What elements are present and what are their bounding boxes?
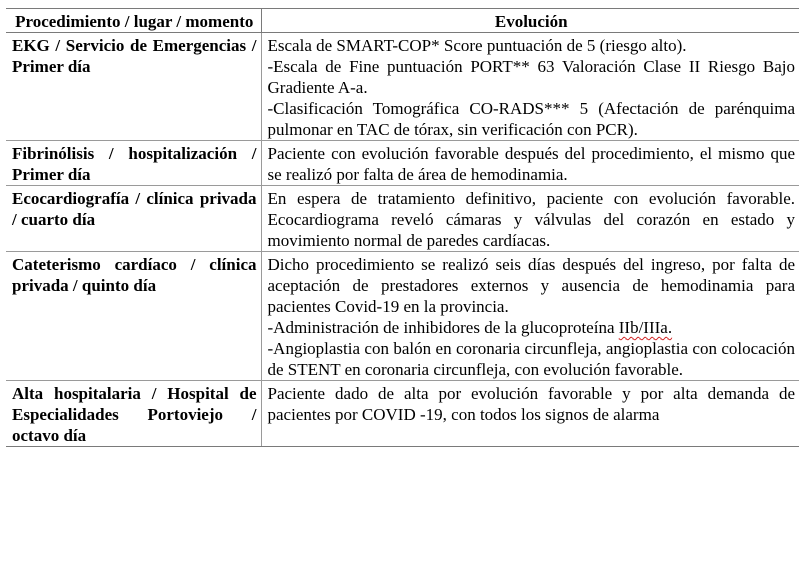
- evolution-line: Escala de SMART-COP* Score puntuación de 5 (riesgo alto).: [267, 36, 687, 55]
- clinical-evolution-table: [6, 8, 799, 447]
- table-row: [6, 141, 799, 186]
- procedure-cell: EKG / Servicio de Emergencias / Primer día: [6, 33, 261, 141]
- evolution-line: -Clasificación Tomográfica CO-RADS*** 5 (Afectación de parénquima pulmonar en TAC de tórax, sin verificación con PCR).: [267, 99, 795, 139]
- evolution-cell: [261, 252, 799, 381]
- evolution-cell: [261, 141, 799, 186]
- evolution-line-text: -Administración de inhibidores de la glucoproteína: [267, 318, 615, 337]
- spellcheck-flagged-word: IIb/IIIa.: [618, 318, 673, 337]
- table-row: [6, 381, 799, 447]
- evolution-line: [268, 317, 796, 338]
- evolution-line: -Angioplastia con balón en coronaria circunfleja, angioplastia con colocación de STENT en coronaria circunfleja, con evolución favorable.: [267, 339, 795, 379]
- procedure-cell: Alta hospitalaria / Hospital de Especialidades Portoviejo / octavo día: [6, 381, 261, 447]
- procedure-cell: Ecocardiografía / clínica privada / cuarto día: [6, 186, 261, 252]
- evolution-cell: [261, 381, 799, 447]
- header-procedure: Procedimiento / lugar / momento: [6, 9, 261, 33]
- header-evolution: Evolución: [261, 9, 799, 33]
- table-header-row: [6, 9, 799, 33]
- evolution-line: Dicho procedimiento se realizó seis días después del ingreso, por falta de aceptación de prestadores externos y ausencia de hemodinamia para pacientes Covid-19 en la provincia.: [267, 255, 795, 316]
- evolution-line: En espera de tratamiento definitivo, paciente con evolución favorable. Ecocardiograma reveló cámaras y válvulas del corazón en estado y movimiento normal de paredes cardíacas.: [267, 189, 795, 250]
- procedure-cell: Fibrinólisis / hospitalización / Primer día: [6, 141, 261, 186]
- evolution-cell: [261, 186, 799, 252]
- table-row: [6, 186, 799, 252]
- evolution-line: -Escala de Fine puntuación PORT** 63 Valoración Clase II Riesgo Bajo Gradiente A-a.: [267, 57, 795, 97]
- procedure-cell: Cateterismo cardíaco / clínica privada / quinto día: [6, 252, 261, 381]
- table-row: [6, 33, 799, 141]
- evolution-line: Paciente dado de alta por evolución favorable y por alta demanda de pacientes por COVID -19, con todos los signos de alarma: [267, 384, 795, 424]
- evolution-line: Paciente con evolución favorable después del procedimiento, el mismo que se realizó por falta de área de hemodinamia.: [267, 144, 795, 184]
- evolution-cell: [261, 33, 799, 141]
- table-row: [6, 252, 799, 381]
